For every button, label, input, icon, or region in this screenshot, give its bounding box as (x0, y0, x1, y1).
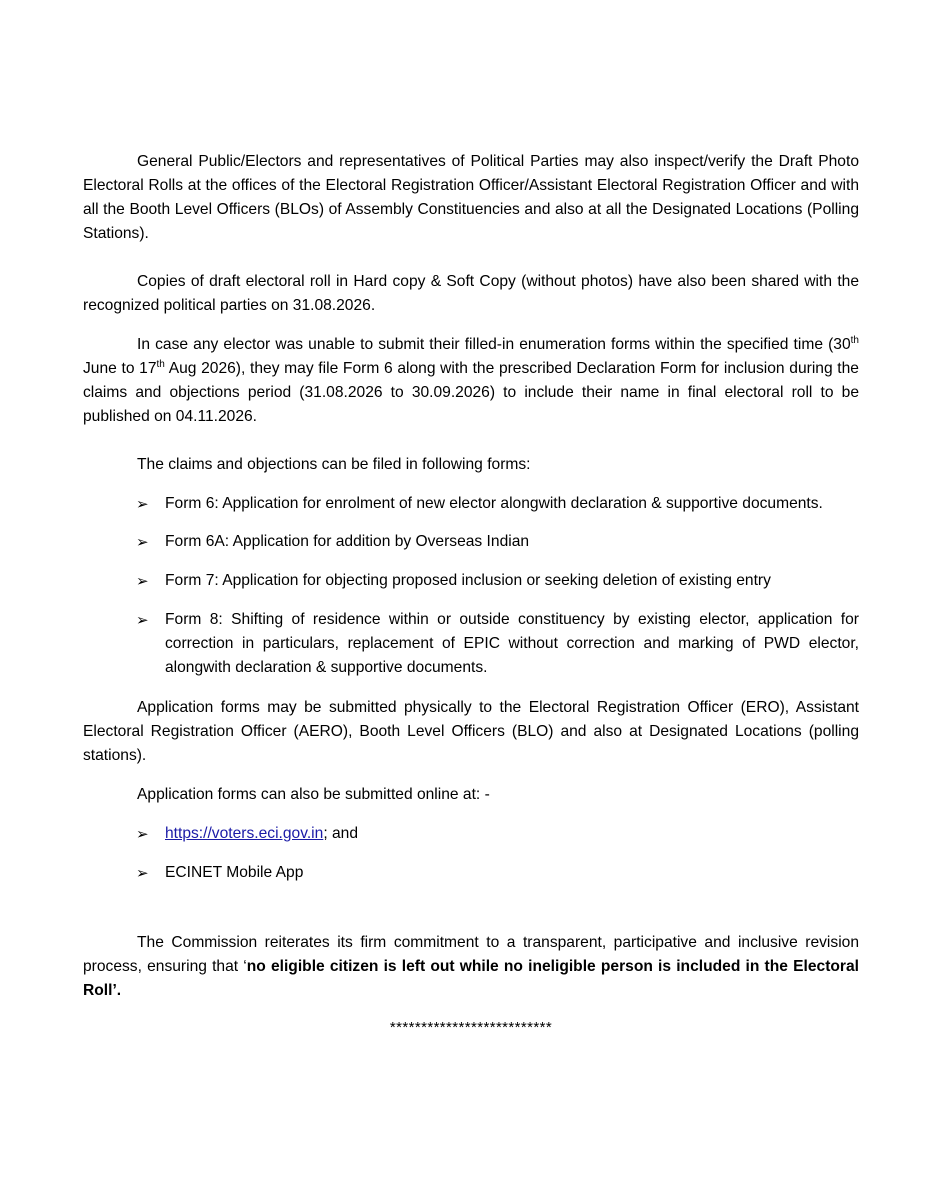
paragraph-commitment (83, 931, 859, 1003)
list-item-text: Form 6: Application for enrolment of new elector alongwith declaration & supportive documents. (165, 495, 823, 512)
arrow-bullet-icon: ➢ (136, 825, 149, 843)
voters-portal-link[interactable]: https://voters.eci.gov.in (165, 825, 324, 842)
mobile-app-text: ECINET Mobile App (165, 864, 304, 881)
online-options-list (83, 822, 859, 885)
superscript-th-1: th (850, 334, 859, 346)
commitment-bold-text: no eligible citizen is left out while no ineligible person is included in the Electoral Roll’. (83, 958, 859, 999)
list-item-text: Form 8: Shifting of residence within or outside constituency by existing elector, application for correction in particulars, replacement of EPIC without correction and marking of PWD elector, alongwith declaration & supportive documents. (165, 611, 859, 676)
paragraph-form6-filing (83, 333, 859, 429)
superscript-th-2: th (156, 358, 165, 370)
list-item-form8 (83, 608, 859, 680)
paragraph-inspect-rolls: General Public/Electors and representatives of Political Parties may also inspect/verify the Draft Photo Electoral Rolls at the offices of the Electoral Registration Officer/Assistant Electoral Registration Officer and with all the Booth Level Officers (BLOs) of Assembly Constituencies and also at all the Designated Locations (Polling Stations). (83, 153, 859, 242)
paragraph-physical-submission: Application forms may be submitted physically to the Electoral Registration Officer (ERO), Assistant Electoral Registration Officer (AERO), Booth Level Officers (BLO) and also at Designated Locations (polling stations). (83, 699, 859, 764)
arrow-bullet-icon: ➢ (136, 611, 149, 629)
list-item-text: Form 6A: Application for addition by Overseas Indian (165, 533, 530, 550)
list-item-form6 (83, 492, 859, 516)
arrow-bullet-icon: ➢ (136, 495, 149, 513)
list-item-text: Form 7: Application for objecting proposed inclusion or seeking deletion of existing entry (165, 572, 771, 589)
separator-stars: ************************** (389, 1019, 553, 1036)
paragraph-form6-text-3: Aug 2026), they may file Form 6 along with the prescribed Declaration Form for inclusion during the claims and objections period (31.08.2026 to 30.09.2026) to include their name in final electoral roll to be published on 04.11.2026. (83, 360, 859, 425)
paragraph-form6-text-1: In case any elector was unable to submit their filled-in enumeration forms within the specified time (30 (137, 336, 851, 353)
forms-list (83, 492, 859, 680)
arrow-bullet-icon: ➢ (136, 572, 149, 590)
paragraph-copies-shared: Copies of draft electoral roll in Hard copy & Soft Copy (without photos) have also been shared with the recognized political parties on 31.08.2026. (83, 273, 859, 314)
arrow-bullet-icon: ➢ (136, 533, 149, 551)
document-page (83, 150, 859, 1040)
paragraph-form6-text-2: June to 17 (83, 360, 157, 377)
paragraph-claims-intro: The claims and objections can be filed in following forms: (137, 456, 531, 473)
list-item-form7 (83, 569, 859, 593)
link-suffix-text: ; and (323, 825, 359, 842)
list-item-mobile-app (83, 861, 859, 885)
commitment-text: The Commission reiterates its firm commitment to a transparent, participative and inclusive revision process, ensuring that ‘ (83, 934, 859, 975)
list-item-voters-portal (83, 822, 859, 846)
list-item-form6a (83, 530, 859, 554)
paragraph-online-submission: Application forms can also be submitted online at: - (137, 786, 490, 803)
arrow-bullet-icon: ➢ (136, 864, 149, 882)
